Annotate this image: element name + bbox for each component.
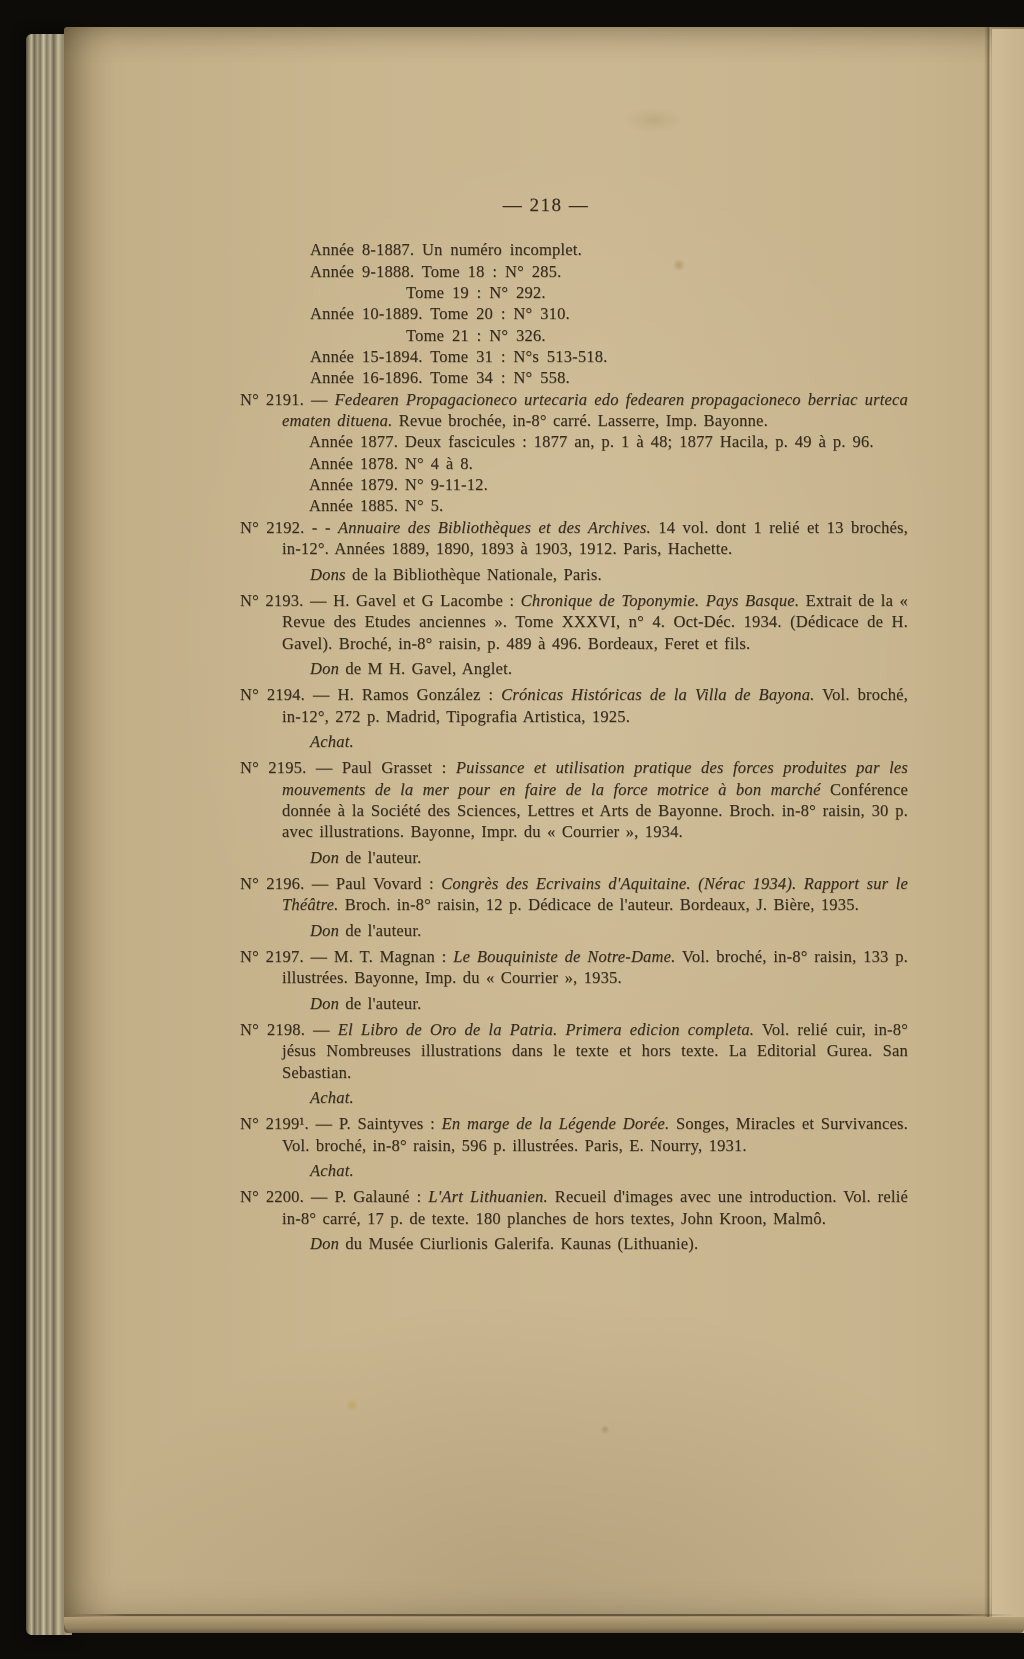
preamble-block: [240, 239, 908, 388]
body-text: N° 2199¹. — P. Saintyves :: [240, 1114, 442, 1134]
body-text: N° 2192. - -: [240, 517, 338, 537]
paper-stain: [624, 107, 684, 133]
body-text: Année 8-1887. Un numéro incomplet.: [310, 240, 582, 260]
provenance-note: [240, 731, 908, 752]
body-text: N° 2195. — Paul Grasset :: [240, 758, 456, 778]
title-italic-text: Don: [310, 847, 340, 867]
catalog-entry-2198: [240, 1019, 908, 1108]
adjacent-page-edge: [992, 29, 1024, 1633]
annee-line: [240, 495, 908, 516]
body-text: Vol. broché, in-12°, 272 p. Madrid, Tipografia Artistica, 1925.: [282, 685, 909, 726]
catalog-entry-2200: [240, 1186, 908, 1254]
annee-line: [240, 239, 908, 260]
catalog-entry-2195: [240, 757, 908, 868]
entry-text: [240, 590, 908, 654]
title-italic-text: Annuaire des Bibliothèques et des Archives.: [337, 517, 651, 537]
title-italic-text: Don: [310, 993, 340, 1013]
entry-text: [240, 873, 908, 916]
body-text: du Musée Ciurlionis Galerifa. Kaunas (Lithuanie).: [339, 1234, 699, 1254]
body-text: N° 2196. — Paul Vovard :: [240, 873, 442, 893]
body-text: Tome 19 : N° 292.: [406, 283, 546, 303]
body-text: Année 1877. Deux fascicules : 1877 an, p. 1 à 48; 1877 Hacila, p. 49 à p. 96.: [309, 432, 874, 452]
annee-line: [240, 303, 908, 324]
title-italic-text: Chronique de Toponymie. Pays Basque.: [520, 590, 800, 610]
provenance-note: [240, 993, 908, 1014]
entry-text: [240, 1019, 908, 1083]
body-text: Conférence donnée à la Société des Sciences, Lettres et Arts de Bayonne. Broch. in-8° raisin, 30 p. avec illustrations. Bayonne, Impr. du « Courrier », 1934.: [282, 779, 908, 842]
annee-line: [240, 474, 908, 495]
body-text: Broch. in-8° raisin, 12 p. Dédicace de l'auteur. Bordeaux, J. Bière, 1935.: [338, 895, 859, 915]
body-text: N° 2191. —: [240, 389, 335, 409]
entry-text: [240, 684, 908, 727]
entry-text: [240, 1186, 908, 1229]
title-italic-text: Don: [310, 658, 340, 678]
body-text: Songes, Miracles et Survivances. Vol. broché, in-8° raisin, 596 p. illustrées. Paris, E. Nourry, 1931.: [282, 1114, 908, 1155]
page-bottom-edge: [70, 1614, 1014, 1616]
body-text: 14 vol. dont 1 relié et 13 brochés, in-12°. Années 1889, 1890, 1893 à 1903, 1912. Paris, Hachette.: [282, 517, 908, 559]
body-text: Année 15-1894. Tome 31 : N°s 513-518.: [310, 347, 608, 367]
provenance-note: [240, 847, 908, 868]
body-text: Année 1885. N° 5.: [309, 496, 444, 516]
provenance-note: [240, 920, 908, 941]
annee-line: [240, 367, 908, 388]
page-crease: [984, 27, 992, 1633]
entry-text: [240, 389, 908, 432]
title-italic-text: Don: [310, 1234, 340, 1254]
provenance-note: [240, 564, 908, 585]
annee-line: [240, 261, 908, 282]
book-page: [64, 27, 1024, 1633]
body-text: de la Bibliothèque Nationale, Paris.: [345, 564, 602, 584]
title-italic-text: Congrès des Ecrivains d'Aquitaine. (Nérac 1934). Rapport sur le Théâtre.: [282, 873, 908, 915]
provenance-note: [240, 1160, 908, 1181]
entry-text: [240, 1113, 908, 1156]
catalog-entry-2199: [240, 1113, 908, 1181]
body-text: N° 2193. — H. Gavel et G Lacombe :: [240, 590, 521, 610]
body-text: Recueil d'images avec une introduction. Vol. relié in-8° carré, 17 p. de texte. 180 planches de hors textes, John Kroon, Malmô.: [282, 1187, 908, 1228]
title-italic-text: El Libro de Oro de la Patria. Primera edicion completa.: [337, 1020, 755, 1040]
catalog-entry-2194: [240, 684, 908, 752]
page-number: — 218 —: [502, 195, 590, 216]
body-text: Année 1879. N° 9-11-12.: [309, 475, 488, 495]
page-under-edge: [64, 1617, 1024, 1633]
body-text: Année 16-1896. Tome 34 : N° 558.: [310, 368, 570, 388]
body-text: N° 2194. — H. Ramos González :: [240, 685, 502, 705]
catalog-entry-2197: [240, 946, 908, 1014]
annee-line: [240, 453, 908, 474]
body-text: N° 2198. —: [240, 1020, 338, 1040]
provenance-note: [240, 658, 908, 679]
body-text: Vol. relié cuir, in-8° jésus Nombreuses illustrations dans le texte et hors texte. La Editorial Gurea. San Sebastian.: [282, 1020, 908, 1082]
body-text: Revue brochée, in-8° carré. Lasserre, Imp. Bayonne.: [392, 411, 768, 431]
body-text: Année 1878. N° 4 à 8.: [309, 453, 473, 473]
paper-stain: [600, 1425, 610, 1434]
title-italic-text: Achat.: [310, 1161, 354, 1181]
title-italic-text: En marge de la Légende Dorée.: [441, 1114, 670, 1134]
body-text: N° 2197. — M. T. Magnan :: [240, 947, 454, 966]
catalog-entry-2193: [240, 590, 908, 679]
tome-line: [240, 325, 908, 346]
body-text: de l'auteur.: [339, 993, 422, 1013]
body-text: Extrait de la « Revue des Etudes anciennes ». Tome XXXVI, n° 4. Oct-Déc. 1934. (Dédicace de H. Gavel). Broché, in-8° raisin, p. 489 à 496. Bordeaux, Feret et fils.: [282, 590, 909, 653]
entry-text: [240, 946, 908, 989]
catalog-entries: [240, 389, 908, 1255]
catalog-entry-2191: [240, 389, 908, 517]
entry-text: [240, 757, 908, 842]
page-text-block: [240, 195, 908, 1259]
body-text: Tome 21 : N° 326.: [406, 325, 546, 345]
annee-line: [240, 346, 908, 367]
title-italic-text: Achat.: [310, 731, 354, 751]
title-italic-text: L'Art Lithuanien.: [428, 1187, 548, 1207]
body-text: de l'auteur.: [339, 847, 422, 867]
title-italic-text: Don: [310, 920, 340, 940]
paper-stain: [346, 1399, 358, 1411]
annee-line: [240, 431, 908, 452]
catalog-entry-2192: [240, 517, 908, 585]
provenance-note: [240, 1233, 908, 1254]
body-text: Année 10-1889. Tome 20 : N° 310.: [310, 304, 570, 324]
entry-text: [240, 517, 908, 560]
body-text: Vol. broché, in-8° raisin, 133 p. illustrées. Bayonne, Imp. du « Courrier », 1935.: [282, 947, 909, 988]
body-text: N° 2200. — P. Galauné :: [240, 1187, 429, 1207]
title-italic-text: Fedearen Propagacioneco urtecaria edo fedearen propagacioneco berriac urteca ematen dituena.: [282, 389, 908, 431]
catalog-entry-2196: [240, 873, 908, 941]
provenance-note: [240, 1087, 908, 1108]
body-text: Année 9-1888. Tome 18 : N° 285.: [310, 261, 562, 281]
title-italic-text: Dons: [310, 564, 346, 584]
title-italic-text: Crónicas Históricas de la Villa de Bayona.: [501, 685, 815, 705]
title-italic-text: Le Bouquiniste de Notre-Dame.: [453, 947, 676, 966]
body-text: de M H. Gavel, Anglet.: [339, 658, 513, 678]
title-italic-text: Puissance et utilisation pratique des forces produites par les mouvements de la mer pour en faire de la force motrice à bon marché: [282, 758, 908, 799]
tome-line: [240, 282, 908, 303]
title-italic-text: Achat.: [310, 1088, 354, 1108]
body-text: de l'auteur.: [339, 920, 422, 940]
